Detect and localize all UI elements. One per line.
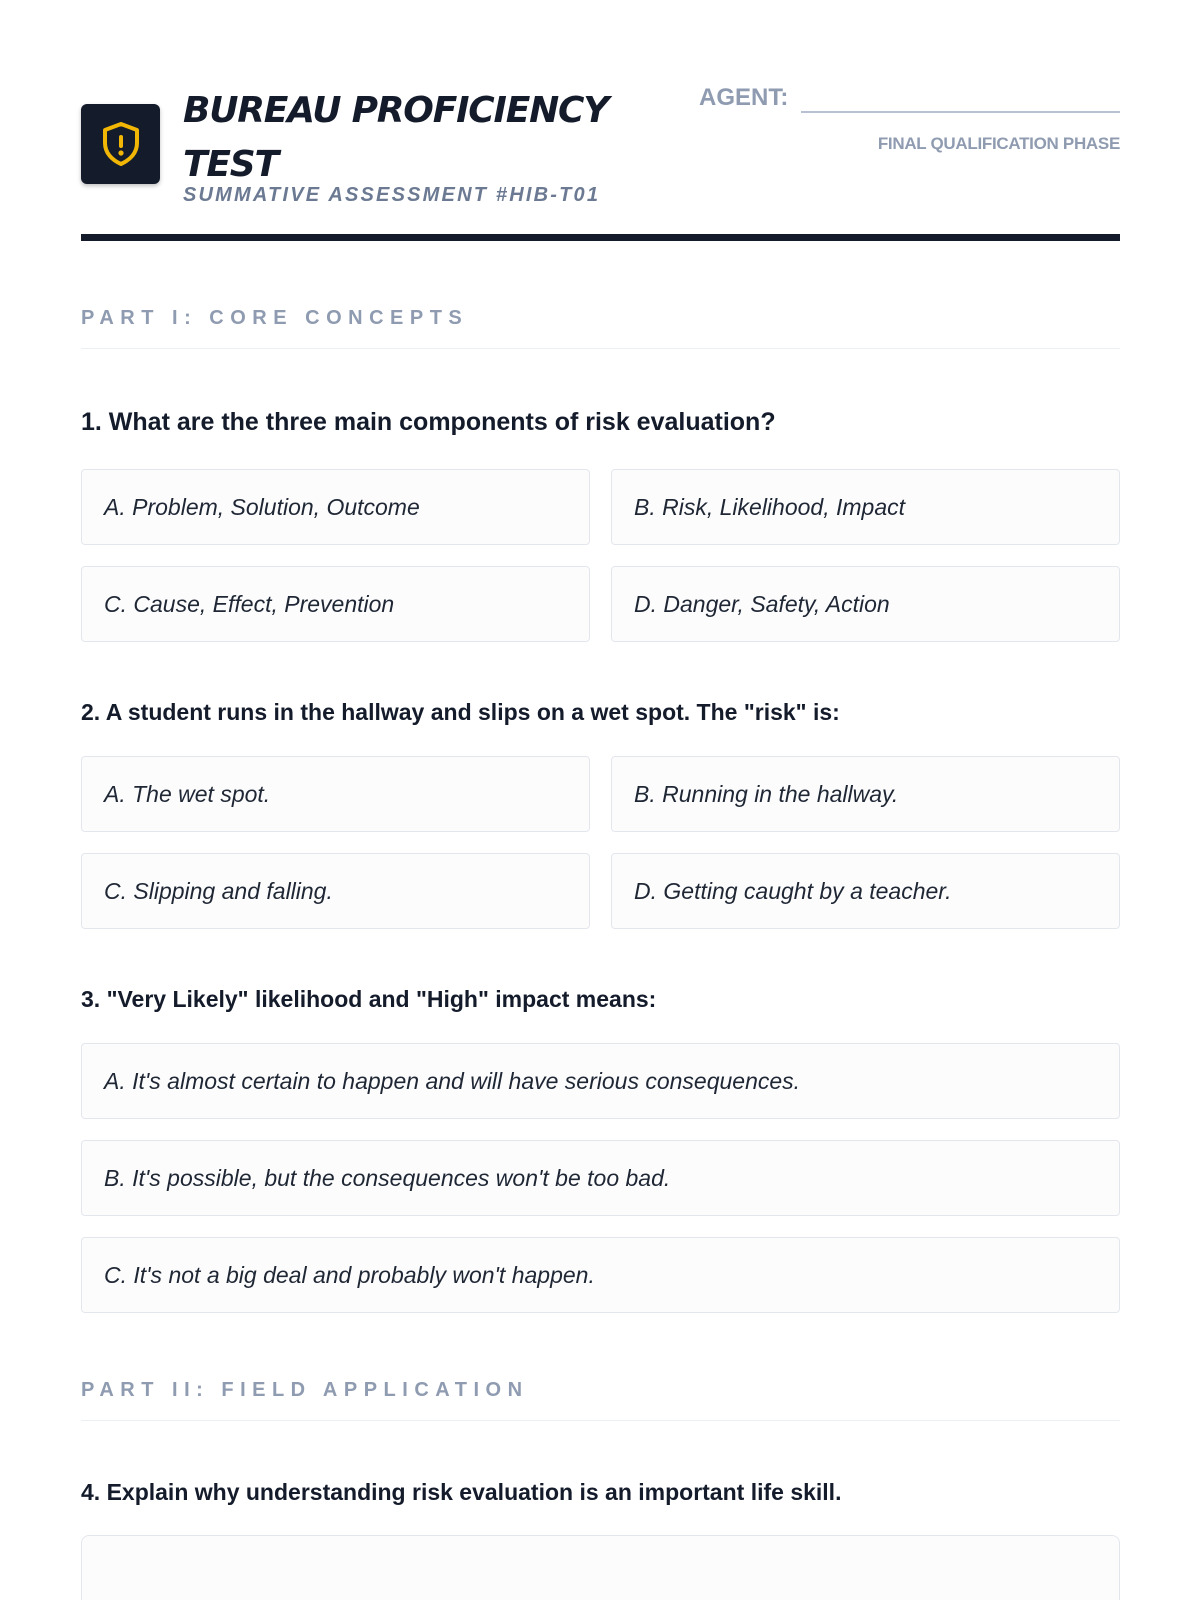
- section-heading-part-1: PART I: CORE CONCEPTS: [81, 307, 469, 329]
- q2-option-c[interactable]: C. Slipping and falling.: [81, 853, 590, 929]
- q2-option-b[interactable]: B. Running in the hallway.: [611, 756, 1120, 832]
- q1-option-c[interactable]: C. Cause, Effect, Prevention: [81, 566, 590, 642]
- question-4: 4. Explain why understanding risk evaluation is an important life skill.: [81, 1479, 842, 1505]
- logo-badge: [81, 104, 160, 184]
- section-divider: [81, 1420, 1120, 1421]
- phase-label: FINAL QUALIFICATION PHASE: [877, 134, 1120, 153]
- section-heading-part-2: PART II: FIELD APPLICATION: [81, 1379, 529, 1401]
- q2-option-a[interactable]: A. The wet spot.: [81, 756, 590, 832]
- page-subtitle: SUMMATIVE ASSESSMENT #HIB-T01: [183, 184, 601, 206]
- shield-alert-icon: [100, 121, 142, 167]
- q3-option-a[interactable]: A. It's almost certain to happen and will have serious consequences.: [81, 1043, 1120, 1119]
- q1-option-d[interactable]: D. Danger, Safety, Action: [611, 566, 1120, 642]
- question-1: 1. What are the three main components of risk evaluation?: [81, 408, 776, 436]
- test-header: [81, 84, 1120, 212]
- q3-option-b[interactable]: B. It's possible, but the consequences won't be too bad.: [81, 1140, 1120, 1216]
- q3-option-c[interactable]: C. It's not a big deal and probably won't happen.: [81, 1237, 1120, 1313]
- section-divider: [81, 348, 1120, 349]
- agent-name-field[interactable]: [801, 111, 1120, 113]
- q1-option-a[interactable]: A. Problem, Solution, Outcome: [81, 469, 590, 545]
- q2-option-d[interactable]: D. Getting caught by a teacher.: [611, 853, 1120, 929]
- header-divider: [81, 234, 1120, 241]
- question-2: 2. A student runs in the hallway and slips on a wet spot. The "risk" is:: [81, 699, 840, 725]
- page-title: BUREAU PROFICIENCY TEST: [183, 90, 609, 185]
- q1-option-b[interactable]: B. Risk, Likelihood, Impact: [611, 469, 1120, 545]
- q4-answer-field[interactable]: [81, 1535, 1120, 1600]
- agent-label: AGENT:: [699, 84, 789, 111]
- question-3: 3. "Very Likely" likelihood and "High" impact means:: [81, 986, 657, 1012]
